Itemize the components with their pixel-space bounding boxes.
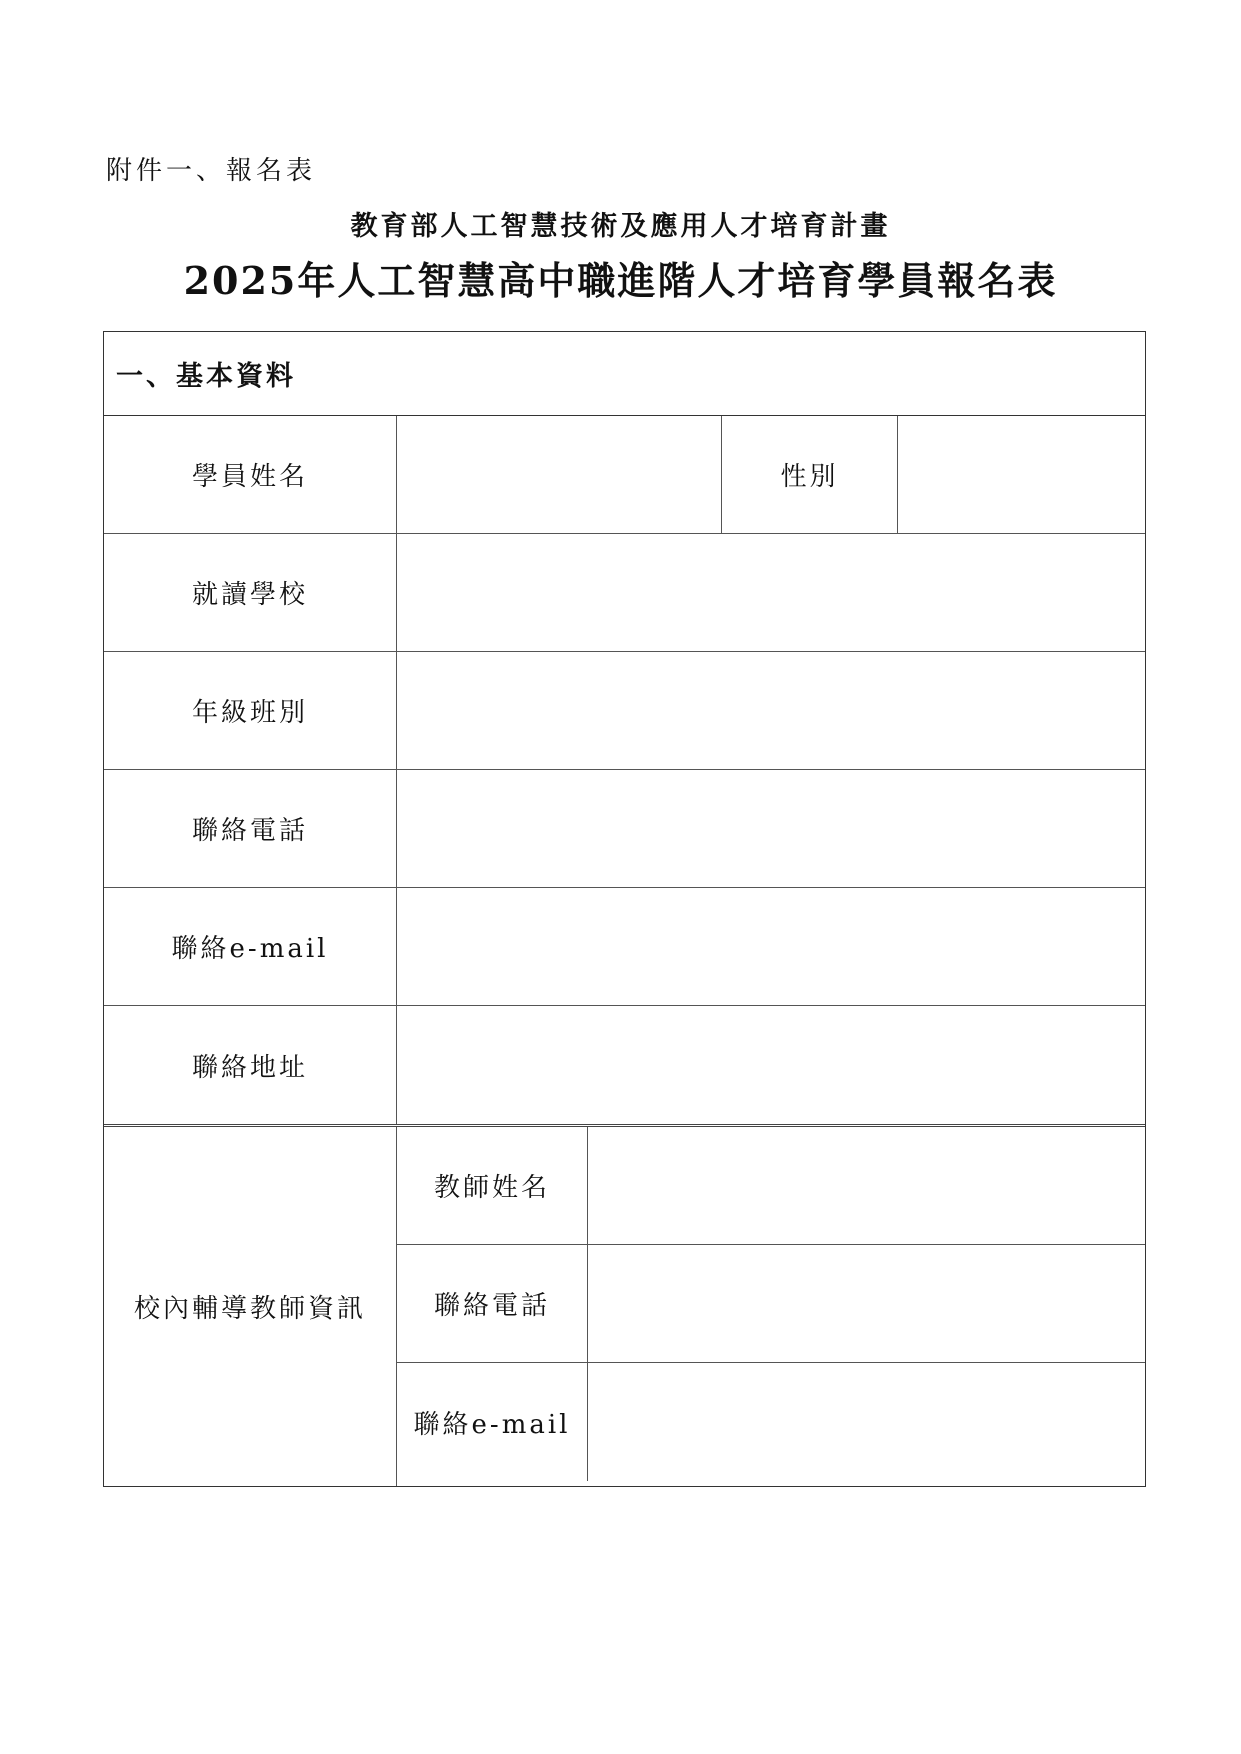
teacher-name-label: 教師姓名 bbox=[397, 1127, 588, 1244]
gender-label: 性別 bbox=[722, 416, 898, 533]
address-field[interactable] bbox=[397, 1006, 1145, 1124]
row-phone bbox=[104, 770, 1145, 888]
row-email bbox=[104, 888, 1145, 1006]
attachment-label: 附件一、報名表 bbox=[106, 156, 317, 186]
grade-class-field[interactable] bbox=[397, 652, 1145, 769]
email-field[interactable] bbox=[397, 888, 1145, 1005]
row-address bbox=[104, 1006, 1145, 1124]
school-label: 就讀學校 bbox=[104, 534, 397, 651]
gender-field[interactable] bbox=[898, 416, 1145, 533]
teacher-email-label: 聯絡e-mail bbox=[397, 1363, 588, 1481]
teacher-phone-field[interactable] bbox=[588, 1245, 1145, 1362]
phone-field[interactable] bbox=[397, 770, 1145, 887]
registration-form-table bbox=[103, 331, 1146, 1487]
form-title: 2025年人工智慧高中職進階人才培育學員報名表 bbox=[183, 258, 1058, 303]
student-name-field[interactable] bbox=[397, 416, 722, 533]
teacher-info-label: 校內輔導教師資訊 bbox=[104, 1127, 397, 1486]
row-school bbox=[104, 534, 1145, 652]
teacher-email-field[interactable] bbox=[588, 1363, 1145, 1481]
row-teacher-phone bbox=[397, 1245, 1145, 1363]
teacher-name-field[interactable] bbox=[588, 1127, 1145, 1244]
section-basic-info-heading: 一、基本資料 bbox=[104, 332, 1145, 416]
email-label: 聯絡e-mail bbox=[104, 888, 397, 1005]
teacher-phone-label: 聯絡電話 bbox=[397, 1245, 588, 1362]
student-name-label: 學員姓名 bbox=[104, 416, 397, 533]
address-label: 聯絡地址 bbox=[104, 1006, 397, 1124]
phone-label: 聯絡電話 bbox=[104, 770, 397, 887]
grade-class-label: 年級班別 bbox=[104, 652, 397, 769]
row-student-name bbox=[104, 416, 1145, 534]
plan-subtitle: 教育部人工智慧技術及應用人才培育計畫 bbox=[350, 211, 891, 242]
school-field[interactable] bbox=[397, 534, 1145, 651]
row-grade-class bbox=[104, 652, 1145, 770]
row-teacher-name bbox=[397, 1127, 1145, 1245]
row-teacher-email bbox=[397, 1363, 1145, 1481]
teacher-info-block bbox=[104, 1124, 1145, 1486]
